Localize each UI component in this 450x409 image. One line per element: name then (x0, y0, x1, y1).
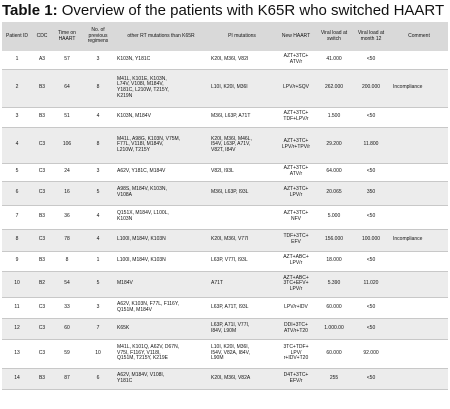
new-haart-cell-line: NFV (291, 216, 301, 222)
rt-mutations-cell (114, 205, 208, 229)
viral-load-month12-cell: 200.000 (352, 69, 390, 107)
pi-mutations-cell-line: K20I, M36I, V82I (211, 55, 249, 62)
time-on-haart-cell: 106 (52, 127, 82, 163)
new-haart-cell-line: EFV/r (289, 377, 303, 384)
previous-regimens-cell: 8 (82, 69, 114, 107)
header-row (2, 22, 448, 51)
pi-mutations-cell (208, 318, 276, 339)
new-haart-cell-line: LPV/r (289, 192, 303, 198)
pi-mutations-cell (208, 127, 276, 163)
previous-regimens-cell: 10 (82, 339, 114, 368)
new-haart-cell (276, 181, 316, 205)
patient-id-cell: 5 (2, 163, 32, 181)
comment-cell: Incompliance (390, 69, 448, 107)
cdc-cell: B2 (32, 271, 52, 297)
pi-mutations-cell-line: M36I, L63P, A71T (211, 113, 251, 120)
new-haart-cell (276, 318, 316, 339)
viral-load-switch-cell: 29.200 (316, 127, 352, 163)
table-row (2, 271, 448, 297)
viral-load-month12-cell: <50 (352, 205, 390, 229)
table-caption-label: Table 1: (2, 2, 58, 19)
patient-id-cell: 6 (2, 181, 32, 205)
comment-cell (390, 339, 448, 368)
rt-mutations-cell-line: A62V, Y181C, M184V (117, 168, 166, 175)
new-haart-cell (276, 339, 316, 368)
table-caption-text: Overview of the patients with K65R who switched HAART (57, 2, 445, 19)
new-haart-cell-line: AZT+3TC+ (283, 138, 309, 145)
new-haart-cell-line: LPV/r (289, 260, 303, 266)
patient-id-cell: 14 (2, 368, 32, 389)
table-row (2, 368, 448, 389)
table-row (2, 69, 448, 107)
viral-load-month12-cell: <50 (352, 107, 390, 127)
cdc-cell: B3 (32, 368, 52, 389)
pi-mutations-cell-line: L63P, A71I, V77I, (211, 321, 250, 328)
rt-mutations-cell-line: K219N (117, 92, 133, 99)
new-haart-cell-line: DDI+3TC+ (284, 321, 308, 328)
rt-mutations-cell (114, 271, 208, 297)
viral-load-month12-cell: 92.000 (352, 339, 390, 368)
viral-load-switch-cell: 1.500 (316, 107, 352, 127)
pi-mutations-cell (208, 229, 276, 251)
table-row (2, 339, 448, 368)
comment-cell (390, 271, 448, 297)
pi-mutations-cell-line: I54V, L63P, A71V, (211, 141, 251, 148)
new-haart-cell-line: AZT+3TC+ (283, 210, 309, 217)
rt-mutations-cell (114, 127, 208, 163)
viral-load-month12-cell: 11.800 (352, 127, 390, 163)
cdc-cell: B3 (32, 107, 52, 127)
viral-load-month12-cell: <50 (352, 251, 390, 271)
comment-cell (390, 107, 448, 127)
pi-mutations-cell (208, 163, 276, 181)
pi-mutations-cell-line: L63P, A71T, I93L (211, 303, 249, 310)
column-header: No. of previous regimens (82, 22, 114, 51)
comment-cell (390, 127, 448, 163)
patient-id-cell: 12 (2, 318, 32, 339)
table-row (2, 318, 448, 339)
new-haart-cell (276, 107, 316, 127)
new-haart-cell (276, 297, 316, 318)
rt-mutations-cell-line: A62V, K103N, F77L, F116Y, (117, 300, 179, 307)
rt-mutations-cell-line: Q151M, T215Y, K219E (117, 355, 168, 362)
table-row (2, 51, 448, 69)
cdc-cell: C3 (32, 181, 52, 205)
new-haart-cell (276, 368, 316, 389)
new-haart-cell (276, 251, 316, 271)
new-haart-cell (276, 51, 316, 69)
previous-regimens-cell: 5 (82, 181, 114, 205)
time-on-haart-cell: 51 (52, 107, 82, 127)
comment-cell (390, 368, 448, 389)
rt-mutations-cell-line: A98S, M184V, K103N, (117, 186, 167, 193)
pi-mutations-cell (208, 271, 276, 297)
patients-table (2, 22, 448, 390)
rt-mutations-cell (114, 51, 208, 69)
previous-regimens-cell: 1 (82, 251, 114, 271)
viral-load-switch-cell: 1.000.00 (316, 318, 352, 339)
pi-mutations-cell (208, 107, 276, 127)
comment-cell: Incompliance (390, 229, 448, 251)
table-row (2, 107, 448, 127)
new-haart-cell-line: TDF+3TC+ (283, 233, 309, 240)
pi-mutations-cell (208, 181, 276, 205)
table-caption (0, 0, 450, 22)
time-on-haart-cell: 59 (52, 339, 82, 368)
time-on-haart-cell: 36 (52, 205, 82, 229)
rt-mutations-cell-line: F77L, V118I, M184V, (117, 141, 164, 148)
new-haart-cell (276, 163, 316, 181)
pi-mutations-cell-line: K20I, M36I, M46L, (211, 135, 252, 142)
cdc-cell: B3 (32, 205, 52, 229)
rt-mutations-cell (114, 297, 208, 318)
patient-id-cell: 7 (2, 205, 32, 229)
pi-mutations-cell (208, 205, 276, 229)
pi-mutations-cell-line: L10I, K20I, M36I (211, 84, 248, 91)
rt-mutations-cell-line: Y181C, L210W, T215Y, (117, 87, 169, 93)
table-row (2, 205, 448, 229)
column-header: other RT mutations than K65R (114, 22, 208, 51)
time-on-haart-cell: 54 (52, 271, 82, 297)
viral-load-switch-cell: 41.000 (316, 51, 352, 69)
rt-mutations-cell-line: M41L, A98G, K103N, V75M, (117, 135, 181, 142)
rt-mutations-cell (114, 69, 208, 107)
viral-load-month12-cell: <50 (352, 318, 390, 339)
new-haart-cell-line: AZT+3TC+ (283, 186, 309, 193)
pi-mutations-cell-line: M36I, L63P, I93L (211, 189, 249, 196)
new-haart-cell-line: D4T+3TC+ (283, 371, 309, 378)
cdc-cell: B3 (32, 69, 52, 107)
table-row (2, 297, 448, 318)
column-header: CDC (32, 22, 52, 51)
rt-mutations-cell (114, 181, 208, 205)
patient-id-cell: 9 (2, 251, 32, 271)
comment-cell (390, 51, 448, 69)
pi-mutations-cell-line: I54V, V82A, I84V, (211, 349, 250, 356)
previous-regimens-cell: 8 (82, 127, 114, 163)
new-haart-cell-line: AZT+3TC+ (283, 110, 309, 117)
rt-mutations-cell-line: K103N, M184V (117, 113, 151, 120)
comment-cell (390, 205, 448, 229)
patient-id-cell: 4 (2, 127, 32, 163)
cdc-cell: A3 (32, 51, 52, 69)
previous-regimens-cell: 3 (82, 51, 114, 69)
new-haart-cell-line: 3TC+TDF+ (283, 344, 309, 351)
pi-mutations-cell (208, 339, 276, 368)
previous-regimens-cell: 3 (82, 297, 114, 318)
previous-regimens-cell: 4 (82, 107, 114, 127)
new-haart-cell (276, 271, 316, 297)
rt-mutations-cell-line: Y181C (117, 377, 133, 384)
patient-id-cell: 10 (2, 271, 32, 297)
pi-mutations-cell-line: K20I, M36I, V77I (211, 236, 249, 243)
rt-mutations-cell-line: L74V, V108I, M184V, (117, 81, 164, 88)
viral-load-switch-cell: 262.000 (316, 69, 352, 107)
previous-regimens-cell: 6 (82, 368, 114, 389)
rt-mutations-cell-line: L100I, M184V, K103N (117, 257, 166, 264)
table-body (2, 51, 448, 389)
new-haart-cell-line: LPV/r+TPV/r (281, 144, 311, 150)
cdc-cell: C3 (32, 339, 52, 368)
patient-id-cell: 11 (2, 297, 32, 318)
viral-load-switch-cell: 60.000 (316, 339, 352, 368)
rt-mutations-cell-line: Q151M, M184V (117, 306, 153, 313)
time-on-haart-cell: 60 (52, 318, 82, 339)
new-haart-cell-line: AZT+3TC+ (283, 53, 309, 60)
viral-load-switch-cell: 5.000 (316, 205, 352, 229)
new-haart-cell-line: ATV/r (289, 171, 303, 177)
viral-load-month12-cell: <50 (352, 163, 390, 181)
cdc-cell: C3 (32, 318, 52, 339)
viral-load-month12-cell: <50 (352, 368, 390, 389)
new-haart-cell-line: ATV/r (289, 58, 303, 65)
viral-load-month12-cell: 350 (352, 181, 390, 205)
table-header (2, 22, 448, 51)
previous-regimens-cell: 4 (82, 205, 114, 229)
rt-mutations-cell-line: K65K (117, 324, 130, 331)
patient-id-cell: 3 (2, 107, 32, 127)
comment-cell (390, 251, 448, 271)
pi-mutations-cell (208, 368, 276, 389)
previous-regimens-cell: 7 (82, 318, 114, 339)
rt-mutations-cell-line: K103N, Y181C (117, 55, 151, 62)
table-row (2, 127, 448, 163)
pi-mutations-cell (208, 51, 276, 69)
previous-regimens-cell: 3 (82, 163, 114, 181)
new-haart-cell-line: AZT+ABC+ (283, 274, 309, 281)
pi-mutations-cell (208, 69, 276, 107)
viral-load-month12-cell: 100.000 (352, 229, 390, 251)
pi-mutations-cell-line: L90M (211, 355, 224, 362)
column-header: PI mutations (208, 22, 276, 51)
table-row (2, 163, 448, 181)
new-haart-cell-line: TDF+LPV/r (283, 116, 309, 122)
rt-mutations-cell (114, 251, 208, 271)
pi-mutations-cell-line: L63P, V77I, I93L (211, 257, 248, 264)
patient-id-cell: 2 (2, 69, 32, 107)
new-haart-cell (276, 229, 316, 251)
column-header: Patient ID (2, 22, 32, 51)
pi-mutations-cell-line: V82T, I84V (211, 146, 236, 153)
pi-mutations-cell (208, 297, 276, 318)
time-on-haart-cell: 8 (52, 251, 82, 271)
pi-mutations-cell-line: A71T (211, 280, 223, 287)
rt-mutations-cell-line: M41L, K101E, K103N, (117, 75, 167, 82)
column-header: Comment (390, 22, 448, 51)
new-haart-cell-line: r+IDV+T20 (283, 355, 309, 362)
viral-load-switch-cell: 18.000 (316, 251, 352, 271)
new-haart-cell-line: ATV/r+T20 (284, 327, 308, 334)
column-header: Viral load at month 12 (352, 22, 390, 51)
rt-mutations-cell (114, 163, 208, 181)
new-haart-cell-line: LPV/ (290, 349, 302, 356)
new-haart-cell-line: LPV/r+SQV (283, 84, 309, 91)
rt-mutations-cell-line: Q151X, M184V, L100L, (117, 210, 169, 217)
rt-mutations-cell-line: V108A (117, 192, 133, 198)
rt-mutations-cell (114, 368, 208, 389)
time-on-haart-cell: 24 (52, 163, 82, 181)
viral-load-month12-cell: <50 (352, 51, 390, 69)
viral-load-switch-cell: 60.000 (316, 297, 352, 318)
cdc-cell: C3 (32, 297, 52, 318)
time-on-haart-cell: 64 (52, 69, 82, 107)
column-header: Viral load at switch (316, 22, 352, 51)
rt-mutations-cell-line: L100I, M184V, K103N (117, 236, 166, 243)
table-row (2, 181, 448, 205)
rt-mutations-cell (114, 318, 208, 339)
table-row (2, 251, 448, 271)
new-haart-cell-line: 3TC+EFV+ (283, 280, 309, 287)
rt-mutations-cell (114, 339, 208, 368)
new-haart-cell-line: LPV/r (289, 285, 303, 292)
viral-load-switch-cell: 255 (316, 368, 352, 389)
rt-mutations-cell (114, 107, 208, 127)
cdc-cell: B3 (32, 251, 52, 271)
previous-regimens-cell: 5 (82, 271, 114, 297)
viral-load-switch-cell: 5.390 (316, 271, 352, 297)
viral-load-month12-cell: 11.020 (352, 271, 390, 297)
cdc-cell: C3 (32, 127, 52, 163)
rt-mutations-cell-line: L210W, T215Y (117, 146, 150, 153)
rt-mutations-cell-line: V75I, F116Y, V118I, (117, 349, 161, 356)
new-haart-cell-line: AZT+3TC+ (283, 165, 309, 172)
pi-mutations-cell-line: V82I, I93L (211, 168, 234, 175)
patient-id-cell: 8 (2, 229, 32, 251)
comment-cell (390, 163, 448, 181)
new-haart-cell-line: EFV (291, 239, 301, 245)
table-row (2, 229, 448, 251)
time-on-haart-cell: 16 (52, 181, 82, 205)
new-haart-cell-line: AZT+ABC+ (283, 254, 309, 261)
cdc-cell: C3 (32, 229, 52, 251)
pi-mutations-cell-line: I84V, L90M (211, 327, 237, 334)
rt-mutations-cell-line: K103N (117, 216, 133, 222)
time-on-haart-cell: 57 (52, 51, 82, 69)
column-header: Time on HAART (52, 22, 82, 51)
time-on-haart-cell: 78 (52, 229, 82, 251)
rt-mutations-cell (114, 229, 208, 251)
new-haart-cell (276, 127, 316, 163)
viral-load-switch-cell: 20.065 (316, 181, 352, 205)
rt-mutations-cell-line: M41L, K101Q, A62V, D67N, (117, 344, 180, 351)
pi-mutations-cell-line: K20I, M36I, V82A (211, 374, 251, 381)
comment-cell (390, 318, 448, 339)
comment-cell (390, 297, 448, 318)
viral-load-month12-cell: <50 (352, 297, 390, 318)
rt-mutations-cell-line: A62V, M184V, V108I, (117, 371, 165, 378)
time-on-haart-cell: 87 (52, 368, 82, 389)
new-haart-cell (276, 69, 316, 107)
cdc-cell: C3 (32, 163, 52, 181)
patient-id-cell: 1 (2, 51, 32, 69)
new-haart-cell (276, 205, 316, 229)
rt-mutations-cell-line: M184V (117, 280, 133, 287)
new-haart-cell-line: LPV/r+IDV (284, 303, 308, 310)
pi-mutations-cell-line: L10I, K20I, M36I, (211, 344, 250, 351)
patient-id-cell: 13 (2, 339, 32, 368)
column-header: New HAART (276, 22, 316, 51)
time-on-haart-cell: 33 (52, 297, 82, 318)
viral-load-switch-cell: 64.000 (316, 163, 352, 181)
comment-cell (390, 181, 448, 205)
viral-load-switch-cell: 156.000 (316, 229, 352, 251)
pi-mutations-cell (208, 251, 276, 271)
previous-regimens-cell: 4 (82, 229, 114, 251)
